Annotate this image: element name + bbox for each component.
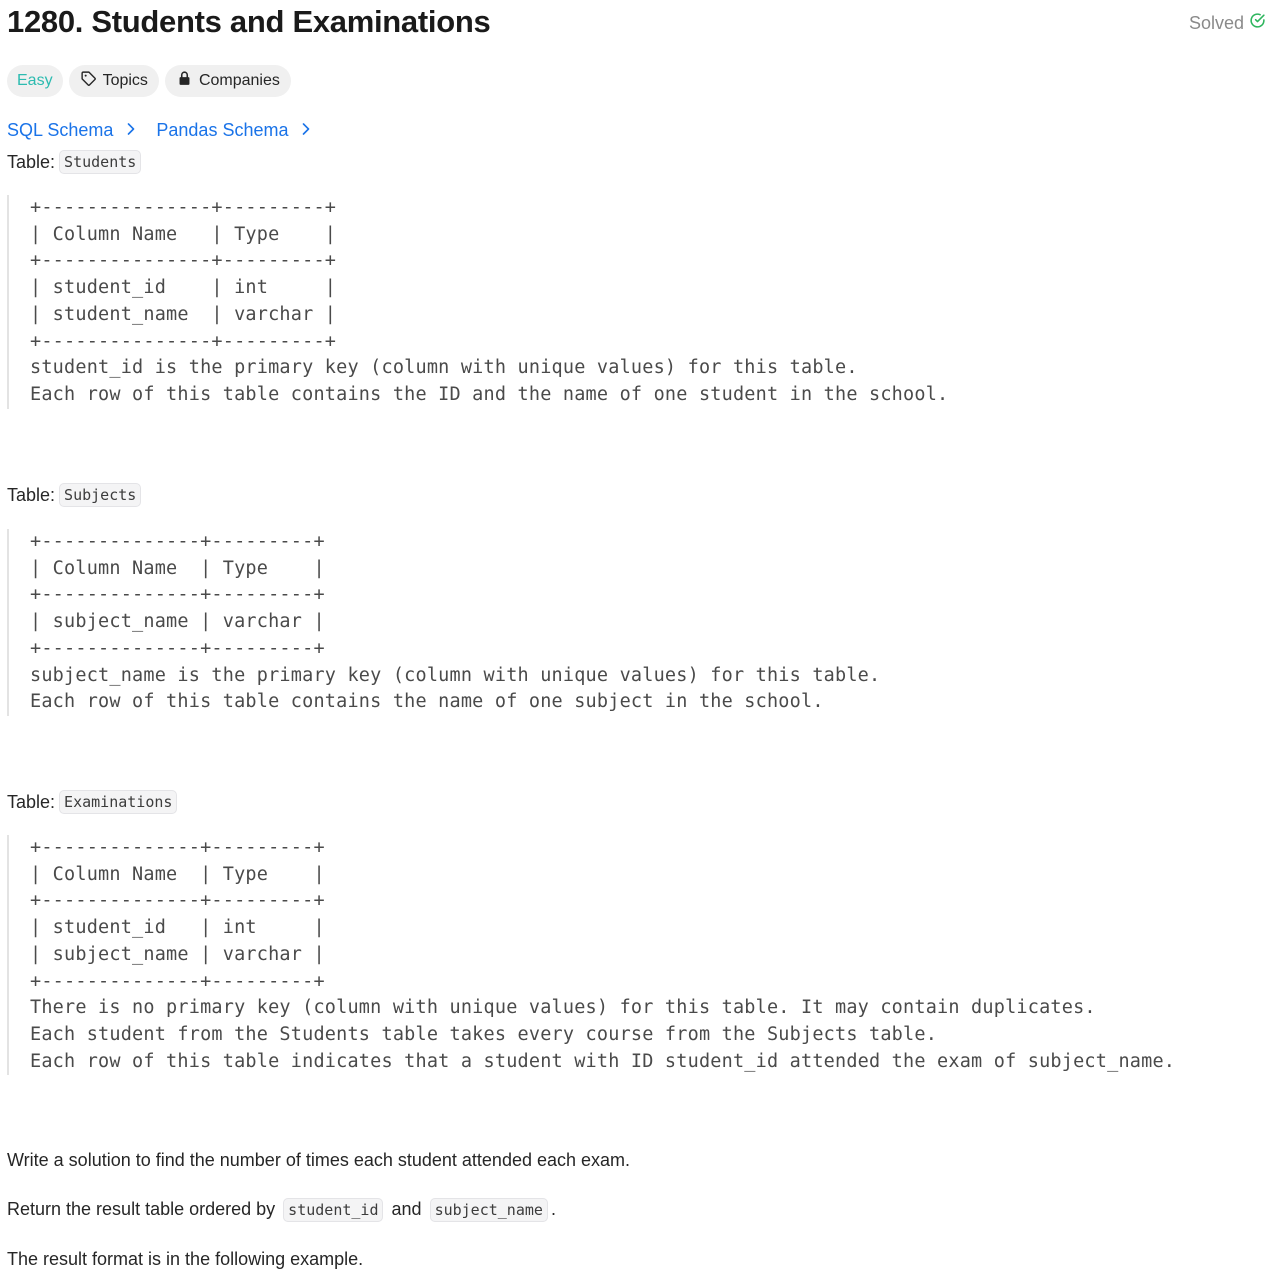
schema-links [7,120,311,141]
chevron-right-icon [300,120,311,141]
schema-line: | student_id | int | [30,277,337,299]
schema-line: student_id is the primary key (column with unique values) for this table. [30,357,858,379]
schema-line: There is no primary key (column with unique values) for this table. It may contain duplicates. [30,997,1096,1019]
check-circle-icon [1249,12,1266,34]
examinations-table-label [7,790,177,814]
ordering-period: . [550,1199,556,1219]
schema-line: +--------------+---------+ [30,531,325,552]
tag-row [7,65,291,97]
schema-line: +--------------+---------+ [30,837,325,858]
students-schema-block [7,195,948,409]
schema-line: Each row of this table contains the ID and the name of one student in the school. [30,383,949,405]
solved-status [1189,12,1266,34]
table-name-code: Examinations [59,790,177,814]
topics-label: Topics [102,72,148,89]
table-prefix: Table: [7,791,56,812]
schema-line: +--------------+---------+ [30,637,325,659]
companies-label: Companies [198,72,280,89]
schema-line: Each row of this table contains the name of one subject in the school. [30,691,824,713]
schema-line: +--------------+---------+ [30,970,325,992]
tag-icon [80,70,97,92]
subject-name-code: subject_name [430,1198,548,1222]
table-name-code: Students [59,150,141,174]
description-paragraph: Write a solution to find the number of times each student attended each exam. [7,1150,631,1170]
schema-line: +--------------+---------+ [30,890,325,912]
schema-line: | subject_name | varchar | [30,943,325,965]
schema-line: Each row of this table indicates that a student with ID student_id attended the exam of subject_name. [30,1050,1176,1072]
format-paragraph: The result format is in the following example. [7,1249,364,1269]
problem-title: 1280. Students and Examinations [7,4,491,39]
ordering-and: and [391,1199,422,1219]
student-id-code: student_id [283,1198,383,1222]
subjects-table-label [7,483,141,507]
schema-line: | Column Name | Type | [30,557,325,579]
title-row [7,0,1266,46]
ordering-paragraph [7,1199,556,1220]
schema-line: +---------------+---------+ [30,250,337,272]
schema-line: | student_id | int | [30,917,325,939]
sql-schema-link[interactable] [7,120,136,141]
sql-schema-label: SQL Schema [7,120,114,140]
table-name-code: Subjects [59,483,141,507]
table-prefix: Table: [7,484,56,505]
examinations-schema-block [7,835,1175,1075]
schema-line: +--------------+---------+ [30,584,325,606]
schema-line: Each student from the Students table takes every course from the Subjects table. [30,1023,938,1045]
pandas-schema-label: Pandas Schema [156,120,289,140]
table-prefix: Table: [7,151,56,172]
schema-line: | Column Name | Type | [30,863,325,885]
lock-icon [176,70,193,92]
schema-line: | subject_name | varchar | [30,611,325,633]
topics-button[interactable] [69,65,159,97]
schema-line: subject_name is the primary key (column with unique values) for this table. [30,664,881,686]
students-table-label [7,150,141,174]
schema-line: +---------------+---------+ [30,330,337,352]
difficulty-badge[interactable]: Easy [7,65,63,97]
schema-line: | Column Name | Type | [30,223,337,245]
companies-button[interactable] [165,65,291,97]
chevron-right-icon [125,120,136,141]
ordering-text: Return the result table ordered by [7,1199,276,1219]
pandas-schema-link[interactable] [156,120,311,141]
schema-line: | student_name | varchar | [30,303,337,325]
schema-line: +---------------+---------+ [30,197,337,218]
solved-label: Solved [1188,12,1244,33]
subjects-schema-block [7,529,880,716]
